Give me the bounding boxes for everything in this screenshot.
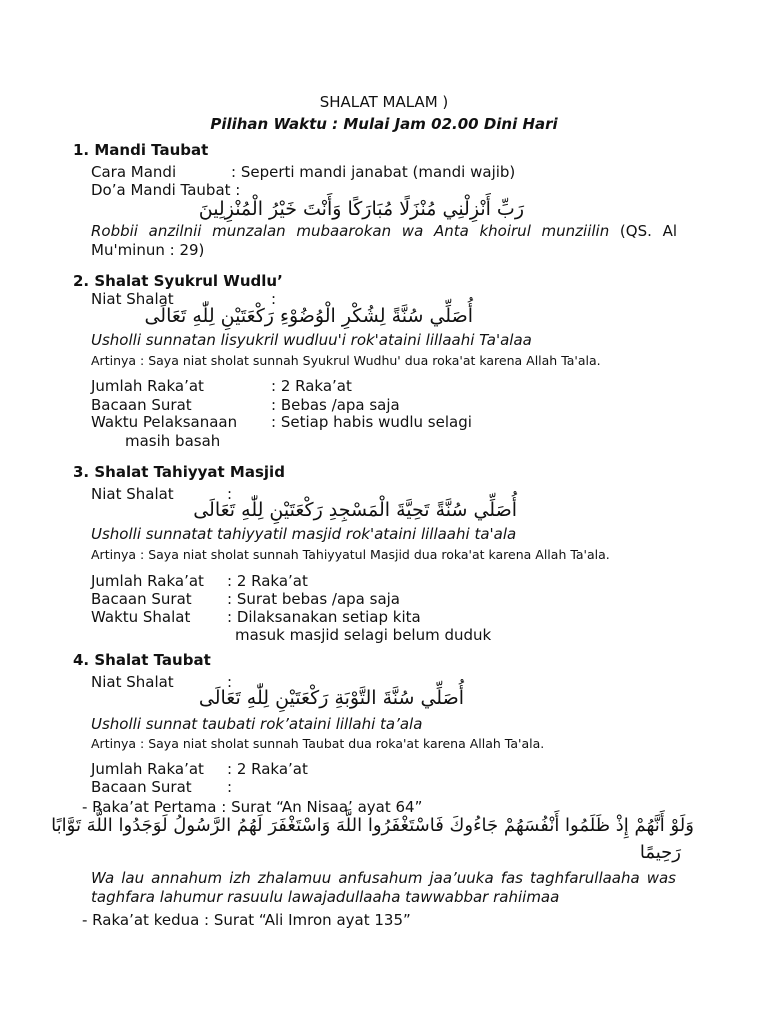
niat-label: Niat Shalat <box>91 290 174 308</box>
doa-label: Do’a Mandi Taubat : <box>91 181 241 199</box>
waktu-value-continued: masih basah <box>125 432 221 450</box>
section-1-heading: 1. Mandi Taubat <box>73 141 209 159</box>
jumlah-rakaat-label: Jumlah Raka’at <box>91 760 204 778</box>
waktu-label: Waktu Shalat <box>91 608 191 626</box>
jumlah-rakaat-label: Jumlah Raka’at <box>91 572 204 590</box>
doa-latin-paragraph <box>91 222 677 260</box>
jumlah-rakaat-label: Jumlah Raka’at <box>91 377 204 395</box>
rakaat-pertama: - Raka’at Pertama : Surat “An Nisaa’ ayat 64” <box>82 798 423 816</box>
niat-latin: Usholli sunnat taubati rok’ataini lillahi ta’ala <box>91 715 423 733</box>
niat-colon: : <box>271 290 277 308</box>
rakaat-kedua: - Raka’at kedua : Surat “Ali Imron ayat 135” <box>82 911 411 929</box>
doa-latin: Robbii anzilnii munzalan mubaarokan wa Anta khoirul munziilin <box>91 222 610 240</box>
doa-arabic: رَبِّ أَنْزِلْنِي مُنْزَلًا مُبَارَكًا وَأَنْتَ خَيْرُ الْمُنْزِلِينَ <box>198 198 524 220</box>
artinya-text: Artinya : Saya niat sholat sunnah Taubat dua roka'at karena Allah Ta'ala. <box>91 736 545 751</box>
waktu-value: : Setiap habis wudlu selagi <box>271 413 472 431</box>
niat-arabic: أُصَلِّي سُنَّةَ التَّوْبَةِ رَكْعَتَيْنِ لِلّٰهِ تَعَالَى <box>198 687 464 709</box>
verse-arabic-line-2: رَحِيمًا <box>639 842 681 863</box>
bacaan-surat-label: Bacaan Surat <box>91 778 192 796</box>
artinya-text: Artinya : Saya niat sholat sunnah Tahiyyatul Masjid dua roka'at karena Allah Ta'ala. <box>91 547 610 562</box>
cara-mandi-value: : Seperti mandi janabat (mandi wajib) <box>231 163 516 181</box>
niat-latin: Usholli sunnatat tahiyyatil masjid rok'ataini lillaahi ta'ala <box>91 525 517 543</box>
waktu-value: : Dilaksanakan setiap kita <box>227 608 421 626</box>
bacaan-surat-value: : Bebas /apa saja <box>271 396 400 414</box>
jumlah-rakaat-value: : 2 Raka’at <box>227 760 308 778</box>
niat-label: Niat Shalat <box>91 485 174 503</box>
document-title: SHALAT MALAM ) <box>319 93 449 111</box>
waktu-value-continued: masuk masjid selagi belum duduk <box>235 626 492 644</box>
niat-arabic: أُصَلِّي سُنَّةً لِشُكْرِ الْوُضُوْءِ رَكْعَتَيْنِ لِلّٰهِ تَعَالَى <box>144 305 473 327</box>
bacaan-surat-label: Bacaan Surat <box>91 396 192 414</box>
cara-mandi-label: Cara Mandi <box>91 163 177 181</box>
niat-arabic: أُصَلِّي سُنَّةً تَحِيَّةَ الْمَسْجِدِ رَكْعَتَيْنِ لِلّٰهِ تَعَالَى <box>193 499 517 521</box>
niat-label: Niat Shalat <box>91 673 174 691</box>
section-4-heading: 4. Shalat Taubat <box>73 651 211 669</box>
jumlah-rakaat-value: : 2 Raka’at <box>271 377 352 395</box>
bacaan-surat-value: : <box>227 778 233 796</box>
document-subtitle: Pilihan Waktu : Mulai Jam 02.00 Dini Hari <box>210 115 558 133</box>
bacaan-surat-value: : Surat bebas /apa saja <box>227 590 400 608</box>
niat-colon: : <box>227 673 233 691</box>
niat-colon: : <box>227 485 233 503</box>
verse-latin: Wa lau annahum izh zhalamuu anfusahum jaa’uuka fas taghfarullaaha was taghfara lahumur rasuulu lawajadullaaha tawwabbar rahiimaa <box>91 869 676 906</box>
bacaan-surat-label: Bacaan Surat <box>91 590 192 608</box>
section-2-heading: 2. Shalat Syukrul Wudlu’ <box>73 272 283 290</box>
section-3-heading: 3. Shalat Tahiyyat Masjid <box>73 463 285 481</box>
doa-reference: (QS. Al Mu'minun : 29) <box>91 222 677 259</box>
jumlah-rakaat-value: : 2 Raka’at <box>227 572 308 590</box>
artinya-text: Artinya : Saya niat sholat sunnah Syukrul Wudhu' dua roka'at karena Allah Ta'ala. <box>91 353 601 368</box>
niat-latin: Usholli sunnatan lisyukril wudluu'i rok'ataini lillaahi Ta'alaa <box>91 331 532 349</box>
verse-arabic-line-1: وَلَوْ أَنَّهُمْ إِذْ ظَلَمُوا أَنْفُسَهُمْ جَاءُوكَ فَاسْتَغْفَرُوا اللَّهَ وَاسْتَغْفَرَ لَهُمُ الرَّسُولُ لَوَجَدُوا اللَّهَ تَوَّابًا <box>51 815 694 836</box>
waktu-label: Waktu Pelaksanaan <box>91 413 238 431</box>
